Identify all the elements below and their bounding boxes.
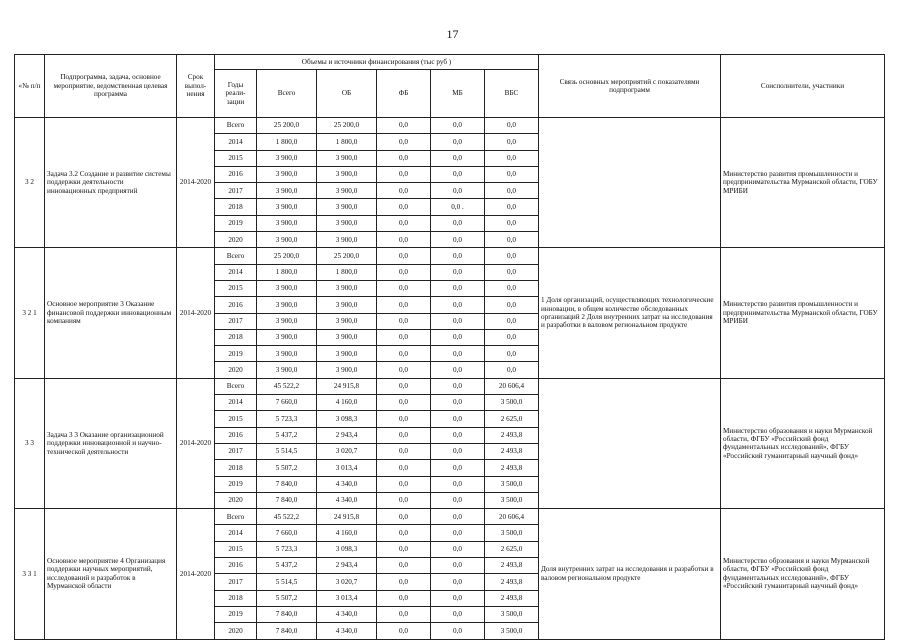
vbs-cell: 3 500,0	[485, 623, 539, 639]
mb-cell: 0,0	[431, 427, 485, 443]
indicator-link	[539, 118, 721, 248]
mb-cell: 0,0	[431, 411, 485, 427]
year-cell: 2014	[215, 395, 257, 411]
vbs-cell: 0,0	[485, 166, 539, 182]
item-number: 3 2 1	[15, 248, 45, 378]
item-name: Задача 3 3 Оказание организационной поддержки инновационной и научно-технической деятельности	[45, 378, 177, 508]
total-cell: 25 200,0	[257, 248, 317, 264]
ob-cell: 3 900,0	[317, 199, 377, 215]
year-cell: 2015	[215, 411, 257, 427]
total-cell: 5 437,2	[257, 427, 317, 443]
table-row	[15, 509, 885, 525]
mb-cell: 0,0	[431, 525, 485, 541]
total-cell: 3 900,0	[257, 232, 317, 248]
indicator-link: 1 Доля организаций, осуществляющих технологические инновации, в общем количестве обследованных организаций 2 Доля внутренних затрат на исследования и разработки в валовом региональном продукте	[539, 248, 721, 378]
year-cell: Всего	[215, 248, 257, 264]
ob-cell: 3 900,0	[317, 297, 377, 313]
year-cell: 2016	[215, 558, 257, 574]
total-cell: 3 900,0	[257, 199, 317, 215]
total-cell: 1 800,0	[257, 264, 317, 280]
year-cell: 2014	[215, 134, 257, 150]
year-cell: 2020	[215, 362, 257, 378]
vbs-cell: 0,0	[485, 329, 539, 345]
fb-cell: 0,0	[377, 166, 431, 182]
fb-cell: 0,0	[377, 590, 431, 606]
vbs-cell: 3 500,0	[485, 492, 539, 508]
fb-cell: 0,0	[377, 574, 431, 590]
ob-cell: 4 340,0	[317, 623, 377, 639]
vbs-cell: 0,0	[485, 264, 539, 280]
ob-cell: 3 098,3	[317, 541, 377, 557]
header-vbs: ВБС	[485, 70, 539, 118]
fb-cell: 0,0	[377, 346, 431, 362]
year-cell: 2017	[215, 183, 257, 199]
total-cell: 25 200,0	[257, 118, 317, 134]
total-cell: 7 840,0	[257, 606, 317, 622]
header-link: Связь основных мероприятий с показателями подпрограмм	[539, 55, 721, 118]
mb-cell: 0,0	[431, 134, 485, 150]
fb-cell: 0,0	[377, 525, 431, 541]
fb-cell: 0,0	[377, 183, 431, 199]
executors: Министерство обрзования и науки Мурманской области, ФГБУ «Российский фонд фундаментальных исследований», ФГБУ «Российский гуманитарный научный фонд»	[721, 509, 885, 639]
mb-cell: 0,0	[431, 590, 485, 606]
total-cell: 1 800,0	[257, 134, 317, 150]
header-ob: ОБ	[317, 70, 377, 118]
mb-cell: 0,0	[431, 150, 485, 166]
mb-cell: 0,0	[431, 232, 485, 248]
total-cell: 5 507,2	[257, 590, 317, 606]
vbs-cell: 0,0	[485, 346, 539, 362]
vbs-cell: 0,0	[485, 134, 539, 150]
ob-cell: 2 943,4	[317, 558, 377, 574]
ob-cell: 4 340,0	[317, 492, 377, 508]
year-cell: 2014	[215, 525, 257, 541]
vbs-cell: 0,0	[485, 215, 539, 231]
fb-cell: 0,0	[377, 460, 431, 476]
ob-cell: 25 200,0	[317, 248, 377, 264]
total-cell: 5 723,3	[257, 411, 317, 427]
ob-cell: 24 915,8	[317, 509, 377, 525]
year-cell: 2020	[215, 623, 257, 639]
indicator-link	[539, 378, 721, 508]
ob-cell: 3 900,0	[317, 215, 377, 231]
fb-cell: 0,0	[377, 476, 431, 492]
year-cell: 2020	[215, 492, 257, 508]
mb-cell: 0,0	[431, 492, 485, 508]
vbs-cell: 3 500,0	[485, 606, 539, 622]
fb-cell: 0,0	[377, 623, 431, 639]
year-cell: 2015	[215, 280, 257, 296]
fb-cell: 0,0	[377, 509, 431, 525]
fb-cell: 0,0	[377, 492, 431, 508]
fb-cell: 0,0	[377, 329, 431, 345]
fb-cell: 0,0	[377, 411, 431, 427]
ob-cell: 3 900,0	[317, 232, 377, 248]
total-cell: 5 514,5	[257, 443, 317, 459]
vbs-cell: 2 625,0	[485, 541, 539, 557]
total-cell: 45 522,2	[257, 378, 317, 394]
fb-cell: 0,0	[377, 427, 431, 443]
fb-cell: 0,0	[377, 395, 431, 411]
vbs-cell: 2 493,8	[485, 590, 539, 606]
total-cell: 5 437,2	[257, 558, 317, 574]
fb-cell: 0,0	[377, 118, 431, 134]
year-cell: 2018	[215, 460, 257, 476]
mb-cell: 0,0	[431, 183, 485, 199]
mb-cell: 0,0	[431, 509, 485, 525]
fb-cell: 0,0	[377, 443, 431, 459]
year-cell: 2019	[215, 215, 257, 231]
mb-cell: 0,0	[431, 460, 485, 476]
vbs-cell: 0,0	[485, 297, 539, 313]
item-number: 3 2	[15, 118, 45, 248]
ob-cell: 3 020,7	[317, 574, 377, 590]
ob-cell: 3 900,0	[317, 313, 377, 329]
ob-cell: 4 340,0	[317, 476, 377, 492]
fb-cell: 0,0	[377, 280, 431, 296]
year-cell: 2015	[215, 541, 257, 557]
header-total: Всего	[257, 70, 317, 118]
ob-cell: 4 160,0	[317, 525, 377, 541]
mb-cell: 0,0	[431, 378, 485, 394]
ob-cell: 1 800,0	[317, 134, 377, 150]
year-cell: 2016	[215, 297, 257, 313]
vbs-cell: 2 493,8	[485, 460, 539, 476]
ob-cell: 3 020,7	[317, 443, 377, 459]
header-num: «№ п/п	[15, 55, 45, 118]
vbs-cell: 2 625,0	[485, 411, 539, 427]
vbs-cell: 0,0	[485, 232, 539, 248]
year-cell: 2017	[215, 443, 257, 459]
year-cell: Всего	[215, 378, 257, 394]
mb-cell: 0,0	[431, 541, 485, 557]
header-executors: Соисполнители, участники	[721, 55, 885, 118]
table-row	[15, 378, 885, 394]
mb-cell: 0,0 .	[431, 199, 485, 215]
mb-cell: 0,0	[431, 476, 485, 492]
ob-cell: 4 160,0	[317, 395, 377, 411]
header-fb: ФБ	[377, 70, 431, 118]
item-term: 2014-2020	[177, 248, 215, 378]
item-name: Задача 3.2 Создание и развитие системы поддержки деятельности инновационных предприятий	[45, 118, 177, 248]
year-cell: 2018	[215, 329, 257, 345]
total-cell: 5 514,5	[257, 574, 317, 590]
header-years: Годы реали-зации	[215, 70, 257, 118]
total-cell: 3 900,0	[257, 329, 317, 345]
ob-cell: 3 900,0	[317, 329, 377, 345]
mb-cell: 0,0	[431, 313, 485, 329]
ob-cell: 4 340,0	[317, 606, 377, 622]
funding-table	[14, 54, 885, 640]
mb-cell: 0,0	[431, 558, 485, 574]
fb-cell: 0,0	[377, 558, 431, 574]
vbs-cell: 2 493,8	[485, 427, 539, 443]
vbs-cell: 3 500,0	[485, 395, 539, 411]
year-cell: Всего	[215, 118, 257, 134]
year-cell: Всего	[215, 509, 257, 525]
executors: Министерство развития промышленности и предпринимательства Мурманской области, ГОБУ МРИБИ	[721, 248, 885, 378]
mb-cell: 0,0	[431, 280, 485, 296]
mb-cell: 0,0	[431, 574, 485, 590]
year-cell: 2014	[215, 264, 257, 280]
total-cell: 7 660,0	[257, 525, 317, 541]
fb-cell: 0,0	[377, 606, 431, 622]
total-cell: 3 900,0	[257, 215, 317, 231]
fb-cell: 0,0	[377, 264, 431, 280]
page-number: 17	[446, 27, 459, 41]
total-cell: 3 900,0	[257, 150, 317, 166]
item-term: 2014-2020	[177, 509, 215, 639]
header-name: Подпрограмма, задача, основное мероприятие, ведомственная целевая программа	[45, 55, 177, 118]
ob-cell: 1 800,0	[317, 264, 377, 280]
vbs-cell: 0,0	[485, 362, 539, 378]
total-cell: 5 723,3	[257, 541, 317, 557]
total-cell: 3 900,0	[257, 166, 317, 182]
ob-cell: 2 943,4	[317, 427, 377, 443]
total-cell: 3 900,0	[257, 183, 317, 199]
fb-cell: 0,0	[377, 248, 431, 264]
fb-cell: 0,0	[377, 378, 431, 394]
table-row	[15, 248, 885, 264]
ob-cell: 25 200,0	[317, 118, 377, 134]
vbs-cell: 0,0	[485, 150, 539, 166]
fb-cell: 0,0	[377, 297, 431, 313]
year-cell: 2017	[215, 313, 257, 329]
item-name: Основное мероприятие 3 Оказание финансовой поддержки инновационным компаниям	[45, 248, 177, 378]
header-mb: МБ	[431, 70, 485, 118]
mb-cell: 0,0	[431, 118, 485, 134]
vbs-cell: 0,0	[485, 248, 539, 264]
vbs-cell: 0,0	[485, 118, 539, 134]
total-cell: 3 900,0	[257, 280, 317, 296]
vbs-cell: 3 500,0	[485, 476, 539, 492]
mb-cell: 0,0	[431, 215, 485, 231]
vbs-cell: 2 493,8	[485, 558, 539, 574]
year-cell: 2018	[215, 199, 257, 215]
fb-cell: 0,0	[377, 232, 431, 248]
ob-cell: 3 900,0	[317, 280, 377, 296]
fb-cell: 0,0	[377, 541, 431, 557]
mb-cell: 0,0	[431, 329, 485, 345]
ob-cell: 3 900,0	[317, 362, 377, 378]
year-cell: 2019	[215, 476, 257, 492]
fb-cell: 0,0	[377, 150, 431, 166]
ob-cell: 3 900,0	[317, 166, 377, 182]
mb-cell: 0,0	[431, 606, 485, 622]
item-term: 2014-2020	[177, 118, 215, 248]
vbs-cell: 3 500,0	[485, 525, 539, 541]
total-cell: 7 840,0	[257, 623, 317, 639]
ob-cell: 3 013,4	[317, 590, 377, 606]
header-funding: Объемы и источники финансирования (тыс руб )	[215, 55, 539, 70]
vbs-cell: 0,0	[485, 183, 539, 199]
vbs-cell: 2 493,8	[485, 574, 539, 590]
total-cell: 45 522,2	[257, 509, 317, 525]
executors: Министерство образования и науки Мурманской области, ФГБУ «Российский фонд фундаментальных исследований», ФГБУ «Российский гуманитарный научный фонд»	[721, 378, 885, 508]
fb-cell: 0,0	[377, 313, 431, 329]
fb-cell: 0,0	[377, 134, 431, 150]
mb-cell: 0,0	[431, 166, 485, 182]
mb-cell: 0,0	[431, 395, 485, 411]
ob-cell: 3 098,3	[317, 411, 377, 427]
fb-cell: 0,0	[377, 362, 431, 378]
year-cell: 2019	[215, 346, 257, 362]
fb-cell: 0,0	[377, 215, 431, 231]
mb-cell: 0,0	[431, 362, 485, 378]
vbs-cell: 20 606,4	[485, 378, 539, 394]
year-cell: 2020	[215, 232, 257, 248]
ob-cell: 3 900,0	[317, 346, 377, 362]
total-cell: 7 840,0	[257, 476, 317, 492]
total-cell: 7 660,0	[257, 395, 317, 411]
executors: Министерство развития промышленности и предпринимательства Мурманской области, ГОБУ МРИБИ	[721, 118, 885, 248]
vbs-cell: 20 606,4	[485, 509, 539, 525]
item-term: 2014-2020	[177, 378, 215, 508]
year-cell: 2016	[215, 427, 257, 443]
total-cell: 3 900,0	[257, 313, 317, 329]
total-cell: 3 900,0	[257, 362, 317, 378]
table-row	[15, 118, 885, 134]
item-number: 3 3	[15, 378, 45, 508]
mb-cell: 0,0	[431, 297, 485, 313]
mb-cell: 0,0	[431, 248, 485, 264]
year-cell: 2017	[215, 574, 257, 590]
ob-cell: 24 915,8	[317, 378, 377, 394]
fb-cell: 0,0	[377, 199, 431, 215]
mb-cell: 0,0	[431, 346, 485, 362]
mb-cell: 0,0	[431, 623, 485, 639]
year-cell: 2018	[215, 590, 257, 606]
ob-cell: 3 900,0	[317, 183, 377, 199]
year-cell: 2015	[215, 150, 257, 166]
vbs-cell: 2 493,8	[485, 443, 539, 459]
year-cell: 2019	[215, 606, 257, 622]
mb-cell: 0,0	[431, 264, 485, 280]
vbs-cell: 0,0	[485, 313, 539, 329]
mb-cell: 0,0	[431, 443, 485, 459]
indicator-link: Доля внутренних затрат на исследования и разработки в валовом региональном продукте	[539, 509, 721, 639]
vbs-cell: 0,0	[485, 280, 539, 296]
item-number: 3 3 1	[15, 509, 45, 639]
total-cell: 3 900,0	[257, 346, 317, 362]
total-cell: 7 840,0	[257, 492, 317, 508]
total-cell: 5 507,2	[257, 460, 317, 476]
ob-cell: 3 013,4	[317, 460, 377, 476]
item-name: Основное мероприятие 4 Организация поддержки научных мероприятий, исследований и разработок в Мурманской области	[45, 509, 177, 639]
year-cell: 2016	[215, 166, 257, 182]
ob-cell: 3 900,0	[317, 150, 377, 166]
total-cell: 3 900,0	[257, 297, 317, 313]
header-term: Срок выпол-нения	[177, 55, 215, 118]
vbs-cell: 0,0	[485, 199, 539, 215]
